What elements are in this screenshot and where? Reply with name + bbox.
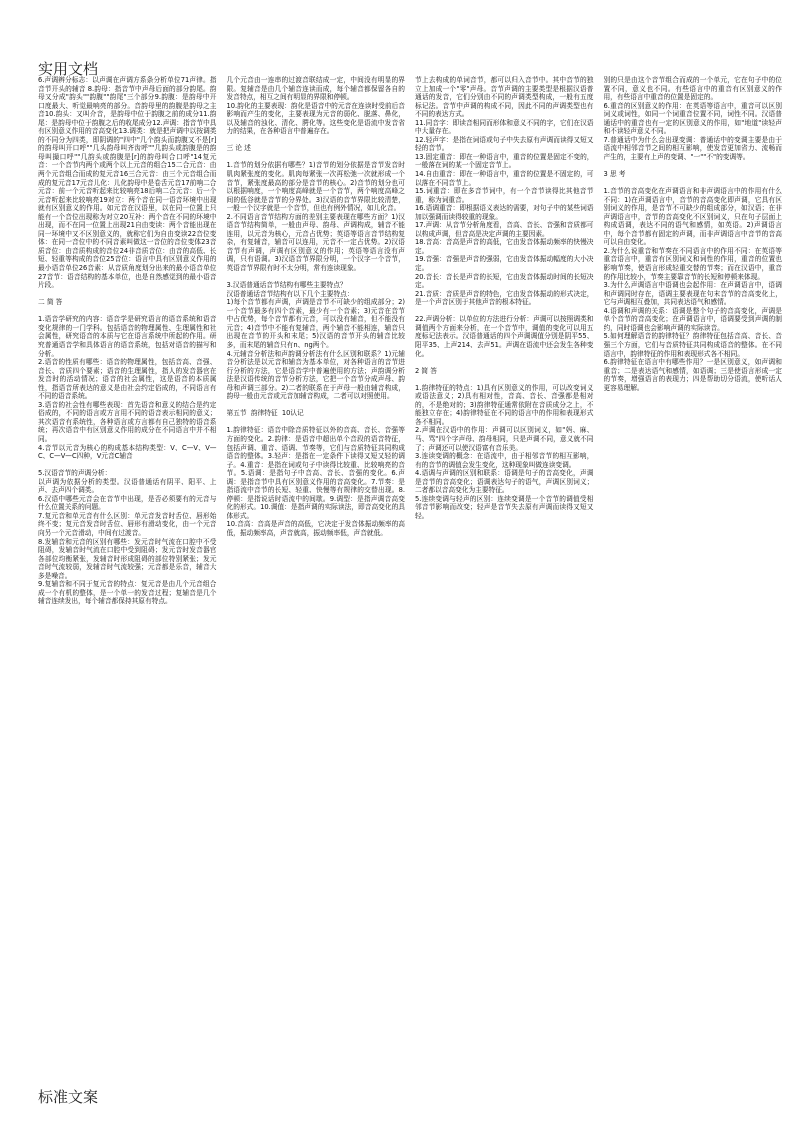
text-column-3 bbox=[415, 76, 594, 1086]
column-text: 别的只是由这个音节组合而成的一个单元，它在句子中的位置不同，意义也不同。有些语言中的重音有区别意义的作用，有些语言中重音的位置是固定的。 6.重音的区别意义的作用：在英语等语言中，重音可以区别词义或词性，如同一个词重音位置不同，词性不同。汉语普通话中的重音也有一定的区别意义的作用，如"地道"读轻声和不读轻声意义不同。 7.普通话中为什么会出现变调：普通话中的变调主要是由于语流中相邻音节之间的相互影响，使发音更加省力、流畅而产生的，主要有上声的变调、"一""不"的变调等。 3 思 考 1.音节的音高变化在声调语言和非声调语言中的作用有什么不同：1)在声调语言中，音节的音高变化即声调，它具有区别词义的作用，是音节不可缺少的组成部分，如汉语；在非声调语言中，音节的音高变化不区别词义，只在句子层面上构成语调，表达不同的语气和感情，如英语。2)声调语言中，每个音节都有固定的声调，而非声调语言中音节的音高可以自由变化。 2.为什么说重音和节奏在不同语言中的作用不同：在英语等重音语言中，重音有区别词义和词性的作用，重音的位置也影响节奏，使语言形成轻重交替的节奏；而在汉语中，重音的作用比较小，节奏主要靠音节的长短和停顿来体现。 3.为什么声调语言中语调也会起作用：在声调语言中，语调和声调同时存在，语调主要表现在句末音节的音高变化上，它与声调相互叠加，共同表达语气和感情。 4.语调和声调的关系：语调是整个句子的音高变化，声调是单个音节的音高变化；在声调语言中，语调要受到声调的制约，同时语调也会影响声调的实际读音。 5.如何理解语音的韵律特征？韵律特征包括音高、音长、音强三个方面，它们与音质特征共同构成语音的整体。在不同语言中，韵律特征的作用和表现形式各不相同。 6.韵律特征在语言中有哪些作用？一是区别意义，如声调和重音；二是表达语气和感情，如语调；三是使语言形成一定的节奏，增强语言的表现力；四是帮助切分语流，使听话人更容易理解。 bbox=[603, 76, 782, 392]
text-column-1 bbox=[38, 76, 217, 1086]
column-text: 节上去构成的单词音节，都可以归入音节中。其中音节的独立上加成一个"零"声母。音节声调的主要类型是根据汉语普通话的发音，它们分别由不同的声调类型构成，一般有五度标记法。音节中声调的构成不同，因此不同的声调类型也有不同的表达方式。 11.同音字：即读音相同而形体和意义不同的字，它们在汉语中大量存在。 12.轻声字：是指在词语或句子中失去原有声调而读得又短又轻的音节。 13.固定重音：即在一种语言中，重音的位置是固定不变的，一般落在词的某一个固定音节上。 14.自由重音：即在一种语言中，重音的位置是不固定的，可以落在不同音节上。 15.词重音：即在多音节词中，有一个音节读得比其他音节重，称为词重音。 16.语调重音：即根据语义表达的需要，对句子中的某些词语加以强调而读得较重的现象。 17.声调：从音节分析角度看，音高、音长、音强和音质都可以构成声调，但音高是决定声调的主要因素。 18.音高：音高是声音的高低，它由发音体振动频率的快慢决定。 19.音强：音强是声音的强弱，它由发音体振动幅度的大小决定。 20.音长：音长是声音的长短，它由发音体振动时间的长短决定。 21.音质：音质是声音的特色，它由发音体振动的形式决定，是一个声音区别于其他声音的根本特征。 22.声调分析：以单位的方法进行分析：声调可以按照调类和调值两个方面来分析，在一个音节中，调值的变化可以用五度标记法表示。汉语普通话的四个声调调值分别是阴平55、阳平35、上声214、去声51。声调在语流中还会发生各种变化。 2 简 答 1.韵律特征的特点：1)具有区别意义的作用，可以改变词义或语法意义；2)具有相对性，音高、音长、音强都是相对的，不是绝对的；3)韵律特征通常依附在音质成分之上，不能独立存在；4)韵律特征在不同的语言中的作用和表现形式各不相同。 2.声调在汉语中的作用：声调可以区别词义，如"妈、麻、马、骂"四个字声母、韵母相同，只是声调不同，意义就不同了；声调还可以使汉语富有音乐美。 3.连读变调的概念：在语流中，由于相邻音节的相互影响，有的音节的调值会发生变化，这种现象叫做连读变调。 4.语调与声调的区别和联系：语调是句子的音高变化，声调是音节的音高变化；语调表达句子的语气，声调区别词义；二者都以音高变化为主要特征。 5.连续变调与轻声的区别：连续变调是一个音节的调值受相邻音节影响而改变；轻声是音节失去原有声调而读得又短又轻。 bbox=[415, 76, 594, 520]
column-text: 6.声调辨分标志：以声调在声调方系条分析单位71声律。指音节开头的辅音 8.韵母：指音节中声母后面的部分韵尾。韵母又分成"韵头""韵腹""韵尾"三个部分9.韵腹：是韵母中开口度最大、听觉最响亮的部分。音韵母里的韵腹是韵母之主音10.韵头：又叫介音，是韵母中位于韵腹之前的成分11.韵尾：是韵母中位于韵腹之后的收尾成分12.声调：指音节中具有区别意义作用的音高变化13.调类：就是把声调中以按调类的不同分为四类，即阴调的"四中"几个韵头而韵腹又不是[r]的韵母叫开口呼""几头韵母叫齐齿呼""几韵头或韵腹是的韵母叫撮口呼""几韵头或韵腹是[r]的韵母叫合口呼"14复元音：一个音节内两个或两个以上元音的组合15二合元音：由两个元音组合而成的复元音16三合元音：由三个元音组合而成的复元音17元音儿化：儿化韵母中是卷舌元音17前响二合元音：前一个元音听起来比较响亮18后响二合元音：后一个元音听起来比较响亮19对立：两个音在同一语音环境中出现就有区别意义的作用。如元音在汉语里，以在同一位置上只能有一个音位出现称为对立20互补：两个音在不同的环境中出现，而不在同一位置上出现21自由变读：两个音能出现在同一环境中又不区别意义的，就称它们为自由变读22音位变体：在同一音位中的不同音素叫做这一音位的音位变体23音质音位：由音质构成的音位24非音质音位：由音的高低、长短、轻重等构成的音位25音位：语言中具有区别意义作用的最小语音单位26音素：从音质角度划分出来的最小语音单位27音节：语音结构的基本单位，也是自然感觉到的最小语音片段。 二 简 答 1.语音学研究的内容：语音学是研究语言的语音系统和语音变化规律的一门学科。包括语音的物理属性、生理属性和社会属性，研究语音的本质与它在语言系统中所起的作用。研究普通语音学和具体语言的语音系统，包括对语音的描写和分析。 2.语音的性质有哪些：语音的物理属性，包括音高、音强、音长、音质四个要素；语音的生理属性，指人的发音器官在发音时的活动情况；语音的社会属性，这是语音的本质属性，指语音所表达的意义是由社会约定俗成的，不同语言有不同的语音系统。 3.语音的社会性有哪些表现：首先语音和意义的结合是约定俗成的，不同的语言或方言用不同的语音表示相同的意义；其次语音有系统性，各种语言或方言都有自己独特的语音系统；再次语音中有区别意义作用的成分在不同语言中并不相同。 4.音节以元音为核心的构成基本结构类型：V、C—V、V—C、C—V—C四种，V元音C辅音 5.汉语音节的声调分析： 以声调为依据分析的类型。汉语普通话有阴平、阳平、上声、去声四个调类。 6.汉语中哪些元音会在音节中出现，是否必须要有的元音与什么位置关系的问题。 7.复元音和单元音有什么区别：单元音发音时舌位、唇形始终不变；复元音发音时舌位、唇形有滑动变化，由一个元音向另一个元音滑动，中间有过渡音。 8.发辅音和元音的区别有哪些：发元音时气流在口腔中不受阻碍，发辅音时气流在口腔中受到阻碍；发元音时发音器官各部位均衡紧张，发辅音时形成阻碍的部位特别紧张；发元音时气流较弱，发辅音时气流较强；元音都是乐音，辅音大多是噪音。 9.复辅音和不同于复元音的特点：复元音是由几个元音组合成一个有机的整体，是一个单一的发音过程；复辅音是几个辅音连续发出，每个辅音都保持其原有特点。 bbox=[38, 76, 217, 606]
page-header: 实用文档 bbox=[38, 60, 99, 78]
document-body bbox=[38, 76, 782, 1086]
text-column-4 bbox=[604, 76, 783, 1086]
page-footer: 标准文案 bbox=[38, 1088, 99, 1106]
column-text: 几个元音由一连串的过渡音联结成一定，中间没有明显的界限。复辅音是由几个辅音连读而成，每个辅音都保留各自的发音特点，相互之间有明显的界限和停顿。 10.韵化的主要表现：韵化是语音中的元音在连读时受前后音影响而产生的变化，主要表现为元音的弱化、脱落、鼻化，以及辅音的浊化、清化、腭化等。这些变化是语流中发音省力的结果，在各种语言中普遍存在。 三 论 述 1.音节的划分依据有哪些？1)音节的划分依据是音节发音时肌肉紧张度的变化。肌肉每紧张一次再松弛一次就形成一个音节，紧张度最高的部分是音节的核心。2)音节的划分也可以根据响度，一个响度高峰就是一个音节，两个响度高峰之间的低谷就是音节的分界处。3)汉语的音节界限比较清楚，一般一个汉字就是一个音节，但也有例外情况，如儿化音。 2.不同语言音节结构方面的差别主要表现在哪些方面？1)汉语音节结构简单，一般由声母、韵母、声调构成，辅音不能连用，以元音为核心，元音占优势；英语等语言音节结构复杂，有复辅音，辅音可以连用，元音不一定占优势。2)汉语音节有声调，声调有区别意义的作用；英语等语言没有声调，只有语调。3)汉语音节界限分明，一个汉字一个音节，英语音节界限有时不太分明，常有连读现象。 3.汉语普通话音节结构有哪些主要特点？ 汉语普通话音节结构有以下几个主要特点： 1)每个音节都有声调，声调是音节不可缺少的组成部分；2)一个音节最多有四个音素，最少有一个音素；3)元音在音节中占优势，每个音节都有元音，可以没有辅音，但不能没有元音；4)音节中不能有复辅音，两个辅音不能相连，辅音只出现在音节的开头和末尾；5)汉语的音节开头的辅音比较多，而末尾的辅音只有n、ng两个。 4.元辅音分析法和声韵调分析法有什么区别和联系？1)元辅音分析法是以元音和辅音为基本单位，对各种语言的音节进行分析的方法，它是语音学中普遍使用的方法；声韵调分析法是汉语传统的音节分析方法，它把一个音节分成声母、韵母和声调三部分。2)二者的联系在于声母一般由辅音构成，韵母一般由元音或元音加辅音构成，二者可以对照使用。 第五节 韵律特征 10认记 1.韵律特征：语音中除音质特征以外的音高、音长、音强等方面的变化。2.韵律：是语音中超出单个音段的语音特征，包括声调、重音、语调、节奏等，它们与音质特征共同构成语音的整体。3.轻声：是指在一定条件下读得又短又轻的调子。4.重音：是指在词或句子中读得比较重、比较响亮的音节。5.语调：是指句子中音高、音长、音强的变化。6.声调：是指音节中具有区别意义作用的音高变化。7.节奏：是指语流中音节的长短、轻重、快慢等有规律的交替出现。8.停顿：是指说话时语流中的间歇。9.调型：是指声调音高变化的形式。10.调值：是指声调的实际读法，即音高变化的具体形式。 10.音高：音高是声音的高低，它决定于发音体振动频率的高低，振动频率高，声音就高，振动频率低，声音就低。 bbox=[226, 76, 405, 537]
text-column-2 bbox=[227, 76, 406, 1086]
